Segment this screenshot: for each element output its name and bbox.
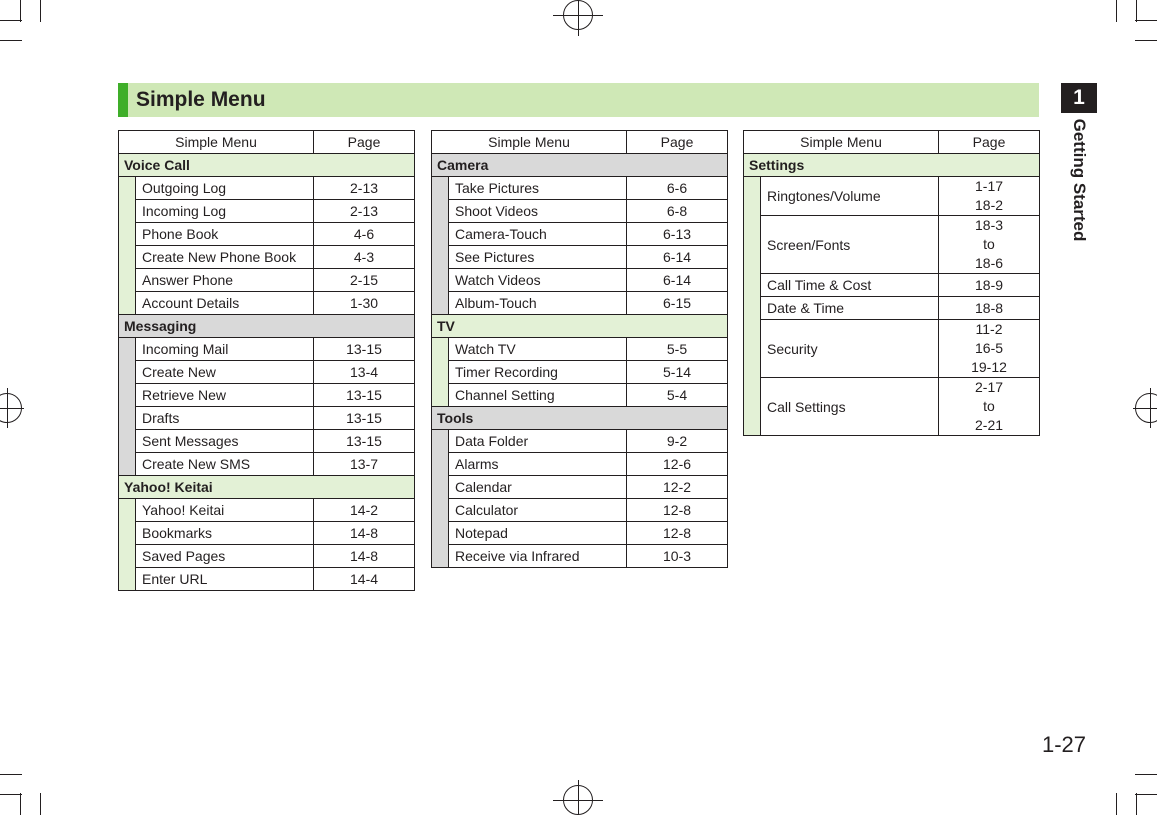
menu-item-label: Incoming Mail xyxy=(136,338,314,361)
simple-menu-table-2 xyxy=(431,130,728,568)
chapter-label: Getting Started xyxy=(1070,118,1089,242)
table-header-row xyxy=(432,131,728,154)
category-indent xyxy=(432,177,449,315)
menu-item-label: Retrieve New xyxy=(136,384,314,407)
category-row xyxy=(432,154,728,177)
menu-item-label: Account Details xyxy=(136,292,314,315)
table-row xyxy=(432,338,728,361)
category-row xyxy=(119,315,415,338)
page-cell: 14-4 xyxy=(314,568,415,591)
menu-item-label: Create New xyxy=(136,361,314,384)
table-row xyxy=(119,568,415,591)
table-header-row xyxy=(744,131,1040,154)
page-cell: 9-2 xyxy=(627,430,728,453)
page-cell: 6-14 xyxy=(627,246,728,269)
table-row xyxy=(432,545,728,568)
menu-item-label: Take Pictures xyxy=(449,177,627,200)
page-cell: 13-15 xyxy=(314,384,415,407)
page-ref: 16-5 xyxy=(975,340,1004,356)
menu-item-label: Album-Touch xyxy=(449,292,627,315)
table-row xyxy=(119,269,415,292)
table-header-row xyxy=(119,131,415,154)
simple-menu-table-3 xyxy=(743,130,1040,436)
menu-item-label: Bookmarks xyxy=(136,522,314,545)
page-ref: to xyxy=(983,236,995,252)
page-number: 1-27 xyxy=(1042,732,1087,757)
page-cell: 18-8 xyxy=(939,297,1040,320)
category-row xyxy=(432,407,728,430)
page-cell: 12-8 xyxy=(627,499,728,522)
menu-item-label: Shoot Videos xyxy=(449,200,627,223)
page-cell: 2-13 xyxy=(314,177,415,200)
table-row xyxy=(119,430,415,453)
table-row xyxy=(432,200,728,223)
page-cell xyxy=(939,378,1040,436)
menu-item-label: Phone Book xyxy=(136,223,314,246)
category-row xyxy=(432,315,728,338)
page-cell: 2-15 xyxy=(314,269,415,292)
table-row xyxy=(119,292,415,315)
table-row xyxy=(119,453,415,476)
category-label: Messaging xyxy=(119,315,415,338)
chapter-number: 1 xyxy=(1061,83,1097,113)
page-cell: 13-4 xyxy=(314,361,415,384)
menu-item-label: Call Settings xyxy=(761,378,939,436)
page-cell: 14-2 xyxy=(314,499,415,522)
table-row xyxy=(744,177,1040,216)
menu-item-label: Timer Recording xyxy=(449,361,627,384)
table-row xyxy=(432,522,728,545)
header-simple-menu: Simple Menu xyxy=(744,131,939,154)
category-indent xyxy=(119,338,136,476)
category-indent xyxy=(744,177,761,436)
table-row xyxy=(119,246,415,269)
menu-item-label: Watch Videos xyxy=(449,269,627,292)
table-row xyxy=(119,177,415,200)
category-row xyxy=(119,154,415,177)
page-ref: 18-3 xyxy=(975,217,1004,233)
page-cell: 6-13 xyxy=(627,223,728,246)
page-cell: 13-15 xyxy=(314,338,415,361)
page-cell: 6-14 xyxy=(627,269,728,292)
page-cell: 6-8 xyxy=(627,200,728,223)
table-row xyxy=(432,476,728,499)
table-row xyxy=(432,453,728,476)
menu-item-label: Calculator xyxy=(449,499,627,522)
menu-item-label: Enter URL xyxy=(136,568,314,591)
page-cell: 5-14 xyxy=(627,361,728,384)
page-cell: 12-6 xyxy=(627,453,728,476)
page-cell: 14-8 xyxy=(314,522,415,545)
page-cell: 12-8 xyxy=(627,522,728,545)
page-cell: 5-4 xyxy=(627,384,728,407)
header-simple-menu: Simple Menu xyxy=(119,131,314,154)
menu-item-label: Drafts xyxy=(136,407,314,430)
table-row xyxy=(119,499,415,522)
menu-item-label: Calendar xyxy=(449,476,627,499)
page-cell xyxy=(939,216,1040,274)
menu-item-label: Call Time & Cost xyxy=(761,274,939,297)
page-cell: 12-2 xyxy=(627,476,728,499)
page-ref: 18-2 xyxy=(975,197,1004,213)
menu-item-label: See Pictures xyxy=(449,246,627,269)
page-cell: 13-15 xyxy=(314,430,415,453)
category-label: Settings xyxy=(744,154,1040,177)
page-cell xyxy=(939,177,1040,216)
category-row xyxy=(744,154,1040,177)
menu-item-label: Notepad xyxy=(449,522,627,545)
page-cell: 18-9 xyxy=(939,274,1040,297)
page-cell: 13-7 xyxy=(314,453,415,476)
category-indent xyxy=(432,338,449,407)
category-row xyxy=(119,476,415,499)
page-cell: 6-6 xyxy=(627,177,728,200)
table-row xyxy=(119,361,415,384)
table-row xyxy=(119,338,415,361)
simple-menu-table-1 xyxy=(118,130,415,591)
table-row xyxy=(119,223,415,246)
menu-item-label: Watch TV xyxy=(449,338,627,361)
table-row xyxy=(744,297,1040,320)
header-page: Page xyxy=(627,131,728,154)
table-row xyxy=(119,522,415,545)
page-ref: to xyxy=(983,398,995,414)
table-row xyxy=(119,384,415,407)
table-row xyxy=(432,246,728,269)
page-cell: 14-8 xyxy=(314,545,415,568)
category-label: TV xyxy=(432,315,728,338)
page-cell: 1-30 xyxy=(314,292,415,315)
table-row xyxy=(432,361,728,384)
page-ref: 11-2 xyxy=(975,321,1003,337)
table-row xyxy=(432,384,728,407)
page-ref: 19-12 xyxy=(971,359,1007,375)
category-label: Camera xyxy=(432,154,728,177)
menu-item-label: Sent Messages xyxy=(136,430,314,453)
table-row xyxy=(432,430,728,453)
page-cell: 10-3 xyxy=(627,545,728,568)
page-ref: 18-6 xyxy=(975,255,1004,271)
table-row xyxy=(119,200,415,223)
menu-item-label: Create New Phone Book xyxy=(136,246,314,269)
table-row xyxy=(432,177,728,200)
menu-item-label: Date & Time xyxy=(761,297,939,320)
header-page: Page xyxy=(939,131,1040,154)
table-row xyxy=(744,274,1040,297)
menu-item-label: Outgoing Log xyxy=(136,177,314,200)
menu-item-label: Incoming Log xyxy=(136,200,314,223)
table-row xyxy=(119,407,415,430)
table-row xyxy=(432,269,728,292)
menu-item-label: Data Folder xyxy=(449,430,627,453)
menu-item-label: Yahoo! Keitai xyxy=(136,499,314,522)
header-simple-menu: Simple Menu xyxy=(432,131,627,154)
table-row xyxy=(119,545,415,568)
header-page: Page xyxy=(314,131,415,154)
page-cell: 2-13 xyxy=(314,200,415,223)
table-row xyxy=(744,378,1040,436)
menu-item-label: Security xyxy=(761,320,939,378)
menu-item-label: Alarms xyxy=(449,453,627,476)
table-row xyxy=(744,320,1040,378)
category-label: Tools xyxy=(432,407,728,430)
page-ref: 2-21 xyxy=(975,417,1004,433)
menu-item-label: Receive via Infrared xyxy=(449,545,627,568)
category-label: Yahoo! Keitai xyxy=(119,476,415,499)
category-label: Voice Call xyxy=(119,154,415,177)
page-cell: 4-3 xyxy=(314,246,415,269)
table-row xyxy=(432,499,728,522)
section-title-bar xyxy=(118,83,1039,117)
menu-item-label: Saved Pages xyxy=(136,545,314,568)
menu-item-label: Answer Phone xyxy=(136,269,314,292)
page-ref: 2-17 xyxy=(975,379,1004,395)
menu-item-label: Create New SMS xyxy=(136,453,314,476)
menu-item-label: Camera-Touch xyxy=(449,223,627,246)
page-ref: 1-17 xyxy=(975,178,1004,194)
page-title: Simple Menu xyxy=(136,88,266,111)
page-cell: 13-15 xyxy=(314,407,415,430)
table-row xyxy=(744,216,1040,274)
page-cell: 5-5 xyxy=(627,338,728,361)
category-indent xyxy=(432,430,449,568)
page-cell: 4-6 xyxy=(314,223,415,246)
menu-item-label: Channel Setting xyxy=(449,384,627,407)
page-cell: 6-15 xyxy=(627,292,728,315)
menu-item-label: Screen/Fonts xyxy=(761,216,939,274)
category-indent xyxy=(119,177,136,315)
menu-item-label: Ringtones/Volume xyxy=(761,177,939,216)
page-cell xyxy=(939,320,1040,378)
table-row xyxy=(432,292,728,315)
category-indent xyxy=(119,499,136,591)
table-row xyxy=(432,223,728,246)
title-accent xyxy=(118,83,128,117)
